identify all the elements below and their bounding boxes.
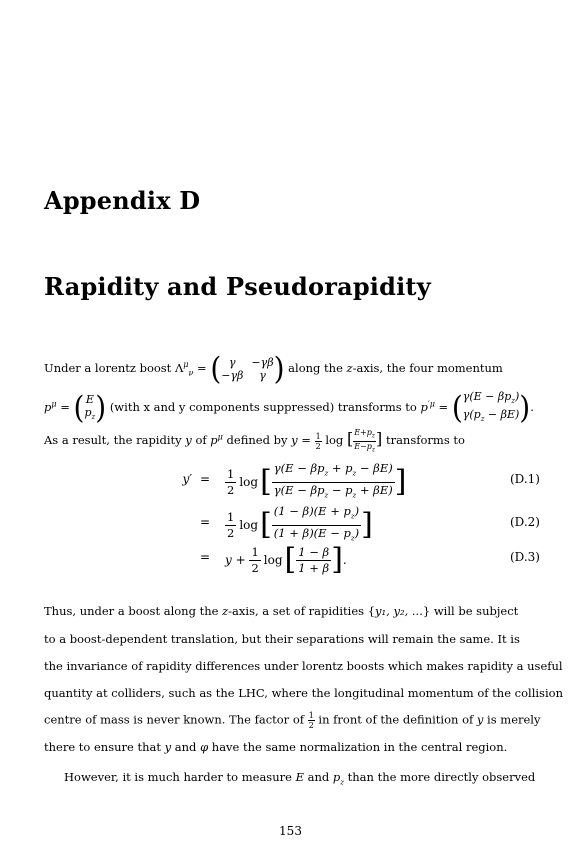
sub: z — [324, 490, 329, 499]
numerator: − βE) — [356, 461, 393, 476]
denominator: 2 — [227, 525, 235, 540]
text: and — [171, 740, 201, 754]
right-paren: ) — [95, 389, 107, 426]
equation-d3 — [0, 540, 581, 580]
text: log — [239, 518, 259, 532]
text: Under a lorentz boost Λ — [44, 361, 184, 375]
denominator: 1 + β — [298, 560, 330, 575]
denominator: 2 — [315, 441, 321, 451]
text: -axis, the four momentum — [352, 361, 503, 375]
intro-line-3: As a result, the rapidity y of $p^\mu$ defined by y = $\frac{1}{2}$ log [ $\frac{E+p_z}{E-p_z}$ ] transforms to — [44, 428, 465, 454]
denominator: 2 — [251, 560, 259, 575]
fraction-log-argument — [296, 545, 331, 576]
fraction-half — [225, 510, 236, 541]
chapter-label: Appendix D — [44, 186, 201, 215]
text: p — [44, 400, 52, 415]
sub: ν — [188, 368, 194, 378]
intro-line-2: $p^\mu$ = ( E $p_z$ ) (with x and y components suppressed) transforms to $p^{'\mu}$ = ( $\gamma(E - \beta p_z)$ $\gamma(p_z - \beta E)$ ) . — [44, 389, 534, 426]
numerator: γ(E − βp — [273, 461, 325, 476]
body-line-1 — [44, 604, 540, 618]
sup: μ — [51, 399, 57, 409]
fraction-half — [225, 467, 236, 498]
right-paren: ) — [519, 389, 531, 426]
equation-rhs: y + $\frac{1}{2}$ log [ $\frac{1 - \beta}{1 + \beta}$ ] . — [225, 542, 347, 577]
right-paren: ) — [273, 350, 285, 387]
equation-operator: = — [200, 515, 211, 529]
numerator: 1 — [315, 431, 321, 441]
text: However, it is much harder to measure — [64, 770, 296, 784]
vector-cell: p — [84, 405, 92, 419]
body-line-6 — [44, 740, 540, 754]
fraction-half — [308, 711, 315, 730]
left-paren: ( — [451, 389, 463, 426]
equation-operator: = — [200, 472, 211, 486]
sub: z — [350, 533, 355, 542]
denominator: − p — [328, 482, 353, 497]
page-number: 153 — [279, 824, 302, 838]
text: p — [332, 770, 341, 784]
vector-cell: E — [85, 392, 94, 406]
vector-cell: − βE) — [484, 408, 520, 422]
sup: μ — [217, 432, 223, 442]
denominator: 2 — [227, 482, 235, 497]
fraction-half — [315, 432, 322, 451]
text: = — [301, 433, 315, 448]
transformed-vector — [452, 390, 530, 426]
sub: z — [324, 469, 329, 478]
text: is merely — [483, 712, 541, 727]
sup: ′μ — [427, 399, 435, 409]
numerator: 1 — [251, 544, 259, 559]
numerator: 1 — [227, 466, 235, 481]
text: -axis, a set of rapidities { — [228, 604, 376, 618]
text: As a result, the rapidity — [44, 433, 186, 448]
vector-cell: γ(E − βp — [462, 390, 512, 403]
text: y + — [225, 553, 250, 567]
sub: z — [350, 512, 355, 521]
matrix-cell: −γβ — [251, 356, 274, 369]
sub: z — [91, 412, 96, 421]
intro-line-1 — [44, 350, 540, 387]
matrix-cell: −γβ — [221, 369, 244, 382]
numerator: (1 − β)(E + p — [273, 504, 351, 519]
equation-number: (D.1) — [509, 472, 540, 486]
text: along the — [288, 361, 347, 375]
sub: z — [352, 490, 357, 499]
momentum-vector — [73, 389, 107, 426]
sub: z — [371, 446, 376, 454]
left-paren: ( — [210, 350, 222, 387]
denominator: γ(E − βp — [273, 482, 325, 497]
text: than the more directly observed — [344, 770, 536, 784]
text: y — [185, 433, 192, 448]
sub: z — [371, 432, 376, 440]
sup: μ — [183, 360, 189, 370]
text: log — [239, 475, 259, 489]
text: E — [295, 770, 304, 784]
text: have the same normalization in the central region. — [208, 740, 508, 754]
denominator: (1 + β)(E − p — [273, 525, 351, 540]
sub: z — [352, 469, 357, 478]
matrix-cell: γ — [259, 369, 266, 382]
text: y — [164, 740, 172, 754]
fraction-log-argument — [272, 461, 395, 503]
text: y — [291, 433, 298, 448]
text: transforms to — [385, 433, 465, 448]
numerator: 1 − β — [298, 544, 330, 559]
text: = — [56, 400, 74, 415]
text: p — [210, 433, 218, 448]
denominator: ) — [354, 525, 360, 540]
text: log — [325, 433, 344, 448]
text: = — [193, 361, 211, 375]
text: y₁, y₂, ... — [375, 604, 423, 618]
numerator: E+p — [354, 428, 372, 437]
equation-operator: = — [200, 550, 211, 564]
denominator: + βE) — [356, 482, 393, 497]
text: and — [303, 770, 333, 784]
fraction-rapidity — [353, 428, 376, 454]
sub: z — [340, 778, 344, 787]
equation-d1 — [0, 462, 581, 502]
vector-cell: ) — [515, 390, 520, 403]
body-line-4: quantity at colliders, such as the LHC, where the longitudinal momentum of the collision — [44, 686, 563, 700]
text: in front of the definition of — [314, 712, 477, 727]
body-line-7 — [64, 770, 560, 786]
text: p — [420, 400, 428, 415]
matrix-cell: γ — [229, 356, 236, 369]
boost-matrix — [210, 350, 285, 387]
text: of — [191, 433, 211, 448]
text: . — [342, 553, 347, 567]
equation-d2 — [0, 505, 581, 545]
numerator: + p — [328, 461, 353, 476]
text: (with x and y components suppressed) transforms to — [109, 400, 421, 415]
chapter-title: Rapidity and Pseudorapidity — [44, 272, 431, 301]
equation-rhs: $\frac{1}{2}$ log [ $(1 - \beta)(E + p_z)$ $(1 + \beta)(E - p_z)$ ] — [225, 505, 373, 545]
equation-number: (D.2) — [509, 515, 540, 529]
body-line-3: the invariance of rapidity differences under lorentz boosts which makes rapidity a useful — [44, 659, 563, 673]
text: Thus, under a boost along the — [44, 604, 223, 618]
text: z — [222, 604, 229, 618]
equation-number: (D.3) — [509, 550, 540, 564]
sub: z — [511, 397, 515, 406]
body-line-2: to a boost-dependent translation, but their separations will remain the same. It is — [44, 632, 520, 646]
text: defined by — [222, 433, 292, 448]
denominator: 2 — [308, 721, 314, 730]
text: centre of mass is never known. The factor of — [44, 712, 308, 727]
numerator: 1 — [227, 509, 235, 524]
text: z — [346, 361, 353, 375]
text: } will be subject — [422, 604, 519, 618]
equation-lhs: y′ — [182, 472, 192, 486]
text: there to ensure that — [44, 740, 165, 754]
numerator: 1 — [308, 711, 314, 720]
numerator: ) — [354, 504, 360, 519]
denominator: E−p — [354, 441, 372, 451]
left-paren: ( — [73, 389, 85, 426]
body-line-5 — [44, 711, 540, 730]
text: φ — [200, 740, 209, 754]
sub: z — [480, 415, 485, 424]
fraction-half — [249, 545, 260, 576]
vector-cell: γ(p — [462, 408, 481, 422]
text: log — [263, 553, 283, 567]
equation-rhs: $\frac{1}{2}$ log [ $\gamma(E - \beta p_z + p_z - \beta E)$ $\gamma(E - \beta p_z - p_z + \beta E)$ ] — [225, 462, 406, 502]
text: y — [476, 712, 484, 727]
